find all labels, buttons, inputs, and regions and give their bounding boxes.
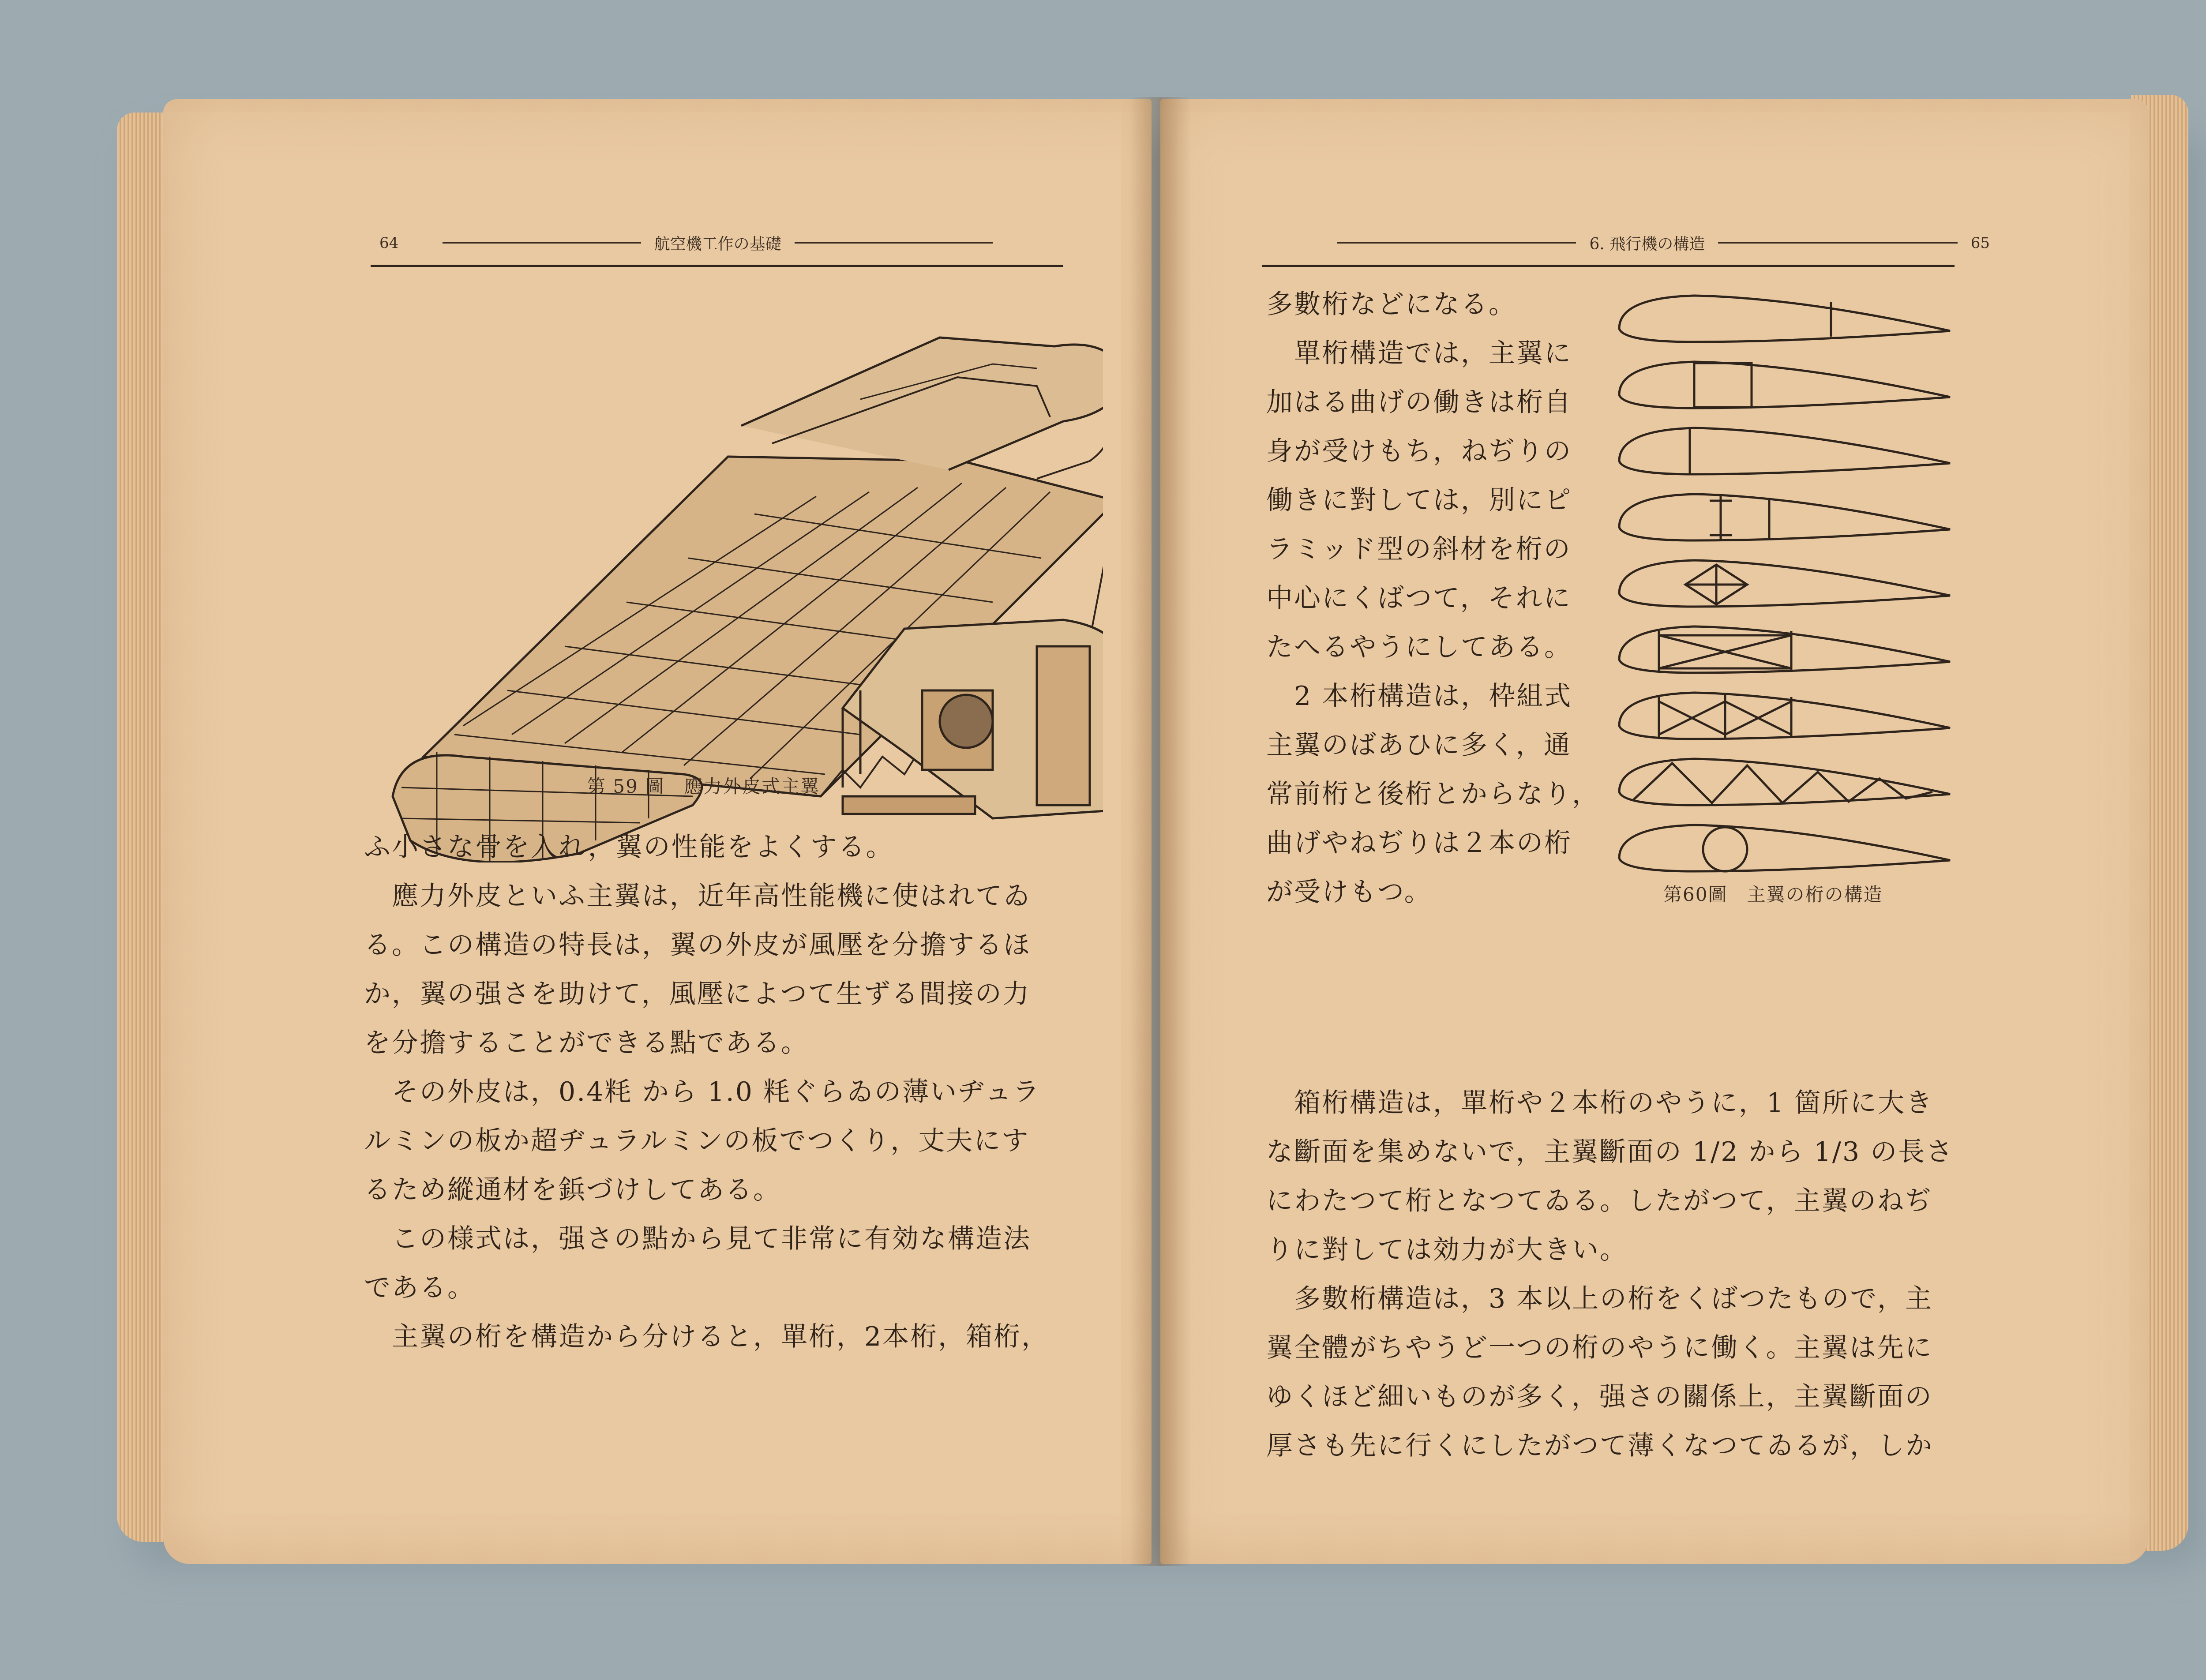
text-line: 應力外皮といふ主翼は，近年高性能機に使はれてゐ: [364, 881, 1031, 911]
airfoil-section-icon: [1619, 825, 1950, 871]
text-line: 主翼の桁を構造から分けると，單桁，2本桁，箱桁，: [364, 1321, 1050, 1352]
header-line: [1718, 242, 1957, 244]
text-line: が受けもつ。: [1266, 877, 1432, 908]
text-line: るため縱通材を鋲づけしてある。: [364, 1174, 781, 1205]
right-page-body: [1266, 1079, 1994, 1470]
text-line: な斷面を集めないで，主翼斷面の 1/2 から 1/3 の長さ: [1266, 1136, 1954, 1167]
left-page: [163, 99, 1152, 1564]
text-line: 加はる曲げの働きは桁自: [1266, 387, 1572, 418]
spar-structure-diagram: [1615, 289, 1959, 951]
text-line: ルミンの板か超ヂュラルミンの板でつくり，丈夫にす: [364, 1125, 1030, 1156]
text-line: たへるやうにしてある。: [1266, 632, 1572, 663]
header-rule: [371, 265, 1063, 267]
airfoil-section-icon: [1619, 296, 1950, 342]
text-line: る。この構造の特長は，翼の外皮が風壓を分擔するほ: [364, 930, 1031, 960]
text-line: 働きに對しては，別にピ: [1266, 485, 1572, 516]
airfoil-section-icon: [1619, 693, 1950, 739]
page-number: 64: [379, 234, 399, 252]
right-page: [1160, 99, 2149, 1564]
airfoil-section-icon: [1619, 759, 1950, 805]
figure-60-caption: 第60圖 主翼の桁の構造: [1663, 884, 1883, 905]
figure-59-caption: 第 59 圖 應力外皮式主翼: [587, 776, 820, 797]
text-line: 翼全體がちやうど一つの桁のやうに働く。主翼は先に: [1266, 1332, 1933, 1363]
text-line: 中心にくばつて，それに: [1266, 583, 1572, 614]
book-gutter: [1129, 97, 1191, 1566]
text-line: 多數桁などになる。: [1266, 289, 1516, 320]
text-line: りに對しては効力が大きい。: [1266, 1234, 1628, 1265]
text-line: この様式は，强さの點から見て非常に有効な構造法: [364, 1223, 1031, 1254]
running-title: 6. 飛行機の構造: [1589, 235, 1705, 253]
running-title: 航空機工作の基礎: [654, 235, 781, 253]
text-line: ラミッド型の斜材を桁の: [1266, 534, 1572, 565]
right-page-side-text: [1266, 280, 1602, 917]
text-line: 常前桁と後桁とからなり，: [1266, 779, 1600, 810]
text-line: ふ小さな骨を入れ，翼の性能をよくする。: [364, 832, 894, 862]
airfoil-section-icon: [1619, 560, 1950, 607]
text-line: 身が受けもち，ねぢりの: [1266, 436, 1572, 467]
text-line: 多數桁構造は，3 本以上の桁をくばつたもので，主: [1266, 1283, 1933, 1314]
page-number: 65: [1970, 234, 1990, 252]
text-line: 單桁構造では，主翼に: [1266, 338, 1572, 369]
text-line: その外皮は，0.4粍 から 1.0 粍ぐらゐの薄いヂュラ: [364, 1076, 1041, 1107]
text-line: である。: [364, 1272, 475, 1303]
text-line: を分擔することができる點である。: [364, 1028, 809, 1058]
text-line: 厚さも先に行くにしたがつて薄くなつてゐるが，しか: [1266, 1430, 1933, 1461]
header-line: [1337, 242, 1576, 244]
header-line: [443, 242, 641, 244]
airfoil-section-icon: [1619, 362, 1950, 408]
header-rule: [1262, 265, 1955, 267]
airfoil-section-icon: [1619, 494, 1950, 540]
text-line: 曲げやねぢりは２本の桁: [1266, 828, 1572, 859]
airfoil-section-icon: [1619, 428, 1950, 474]
header-line: [795, 242, 993, 244]
text-line: ゆくほど細いものが多く，强さの關係上，主翼斷面の: [1266, 1381, 1933, 1412]
airfoil-section-icon: [1619, 626, 1950, 673]
left-page-header: [379, 232, 1006, 254]
text-line: にわたつて桁となつてゐる。したがつて，主翼のねぢ: [1266, 1185, 1933, 1216]
text-line: か，翼の强さを助けて，風壓によつて生ずる間接の力: [364, 979, 1031, 1009]
right-page-header: [1324, 232, 1990, 254]
left-page-body: [364, 823, 1083, 1361]
text-line: 主翼のばあひに多く，通: [1266, 730, 1572, 761]
text-line: 2 本桁構造は，枠組式: [1266, 681, 1572, 712]
text-line: 箱桁構造は，單桁や２本桁のやうに，1 箇所に大き: [1266, 1088, 1934, 1118]
